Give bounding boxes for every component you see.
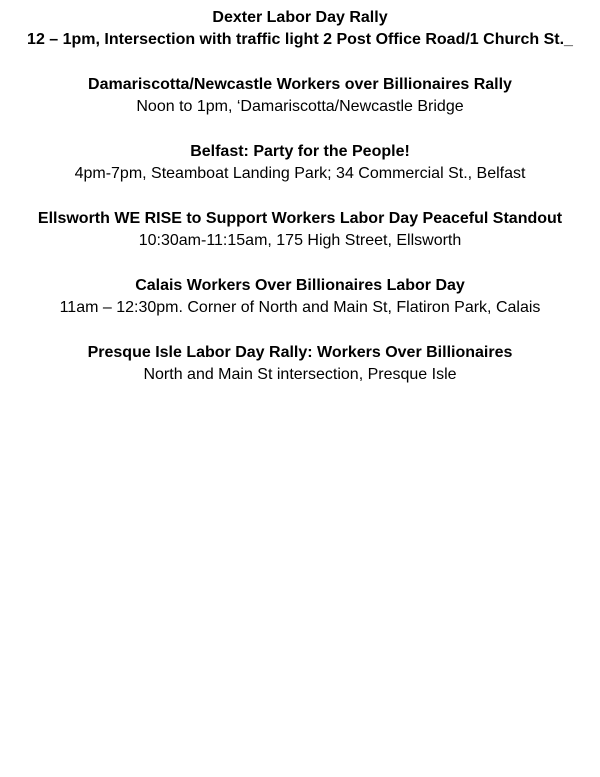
event-title: Calais Workers Over Billionaires Labor Day [135,277,465,294]
event-detail: Noon to 1pm, ‘Damariscotta/Newcastle Bridge [136,98,464,115]
event-ellsworth [0,208,600,252]
event-detail: 4pm-7pm, Steamboat Landing Park; 34 Commercial St., Belfast [74,165,526,182]
event-damariscotta [0,74,600,118]
event-presque-isle [0,342,600,386]
event-dexter [0,7,600,51]
event-belfast [0,141,600,185]
event-title: Damariscotta/Newcastle Workers over Billionaires Rally [88,76,512,93]
event-detail: North and Main St intersection, Presque Isle [143,366,457,383]
event-title: Dexter Labor Day Rally [212,9,388,26]
event-detail: 11am – 12:30pm. Corner of North and Main St, Flatiron Park, Calais [59,299,541,316]
event-detail: 10:30am-11:15am, 175 High Street, Ellsworth [138,232,462,249]
event-detail: 12 – 1pm, Intersection with traffic light 2 Post Office Road/1 Church St._ [27,31,573,48]
event-title: Ellsworth WE RISE to Support Workers Labor Day Peaceful Standout [37,210,563,227]
event-title: Belfast: Party for the People! [190,143,410,160]
event-title: Presque Isle Labor Day Rally: Workers Over Billionaires [87,344,513,361]
event-calais [0,275,600,319]
